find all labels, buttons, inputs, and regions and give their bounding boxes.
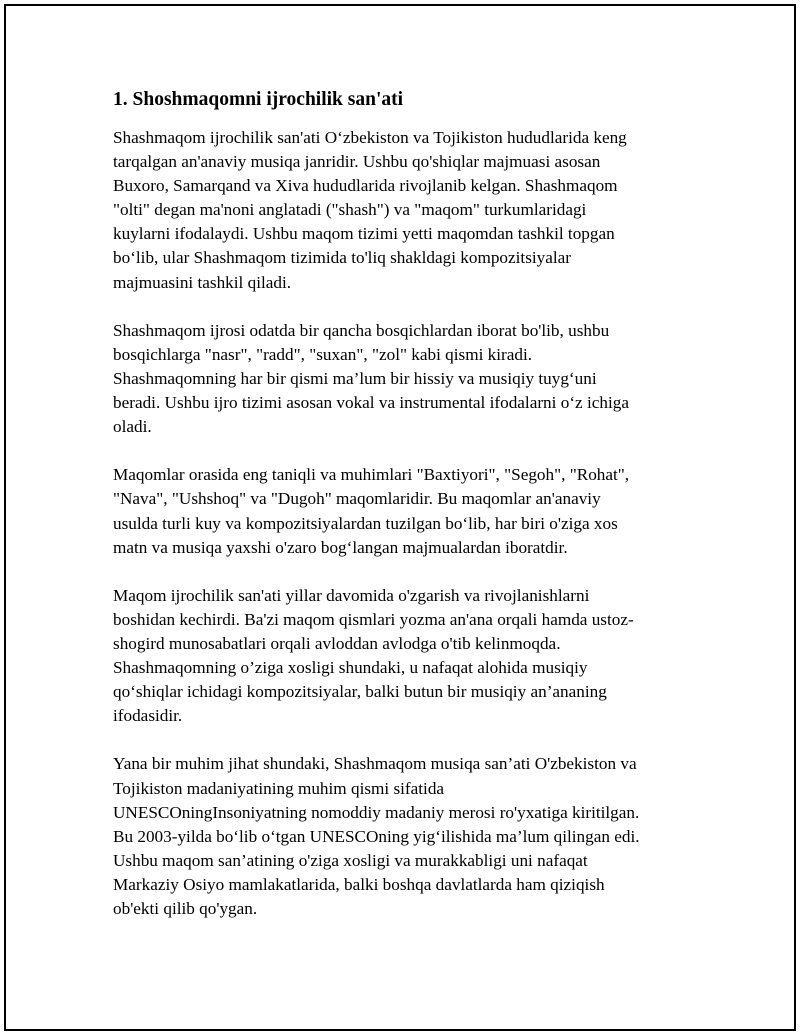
paragraph-line: shogird munosabatlari orqali avloddan avlodga o'tib kelinmoqda. (113, 633, 561, 653)
paragraph-line: UNESCOningInsoniyatning nomoddiy madaniy merosi ro'yxatiga kiritilgan. (113, 802, 640, 822)
paragraph-line: ob'ekti qilib qo'ygan. (113, 899, 258, 918)
paragraph-line: qo‘shiqlar ichidagi kompozitsiyalar, balki butun bir musiqiy an’ananing (113, 682, 607, 702)
paragraph-line: Shashmaqom ijrochilik san'ati O‘zbekiston va Tojikiston hududlarida keng (113, 128, 627, 147)
paragraph-line: Maqomlar orasida eng taniqli va muhimlari "Baxtiyori", "Segoh", "Rohat", (113, 465, 630, 485)
paragraph-line: Maqom ijrochilik san'ati yillar davomida o'zgarish va rivojlanishlarni (113, 585, 590, 605)
paragraph-line: Shashmaqom ijrosi odatda bir qancha bosqichlardan iborat bo'lib, ushbu (113, 320, 610, 340)
paragraph-line: "olti" degan ma'noni anglatadi ("shash") va "maqom" turkumlaridagi (113, 200, 587, 220)
paragraph-5 (113, 752, 685, 921)
paragraph-line: usulda turli kuy va kompozitsiyalardan tuzilgan bo‘lib, har biri o'ziga xos (113, 513, 618, 533)
paragraph-line: bo‘lib, ular Shashmaqom tizimida to'liq shakldagi kompozitsiyalar (113, 248, 572, 268)
paragraph-line: beradi. Ushbu ijro tizimi asosan vokal va instrumental ifodalarni o‘z ichiga (113, 393, 629, 413)
paragraph-line: Shashmaqomning o’ziga xosligi shundaki, u nafaqat alohida musiqiy (113, 658, 588, 678)
paragraph-line: bosqichlarga "nasr", "radd", "suxan", "zol" kabi qismi kiradi. (113, 344, 533, 364)
paragraph-2 (113, 319, 685, 439)
paragraph-line: tarqalgan an'anaviy musiqa janridir. Ushbu qo'shiqlar majmuasi asosan (113, 152, 601, 172)
paragraph-line: Ushbu maqom san’atining o'ziga xosligi va murakkabligi uni nafaqat (113, 850, 588, 870)
document-body (113, 88, 685, 945)
paragraph-line: Bu 2003-yilda bo‘lib o‘tgan UNESCOning yig‘ilishida ma’lum qilingan edi. (113, 826, 640, 846)
paragraph-line: Shashmaqomning har bir qismi ma’lum bir hissiy va musiqiy tuyg‘uni (113, 368, 597, 388)
paragraph-line: Buxoro, Samarqand va Xiva hududlarida rivojlanib kelgan. Shashmaqom (113, 176, 618, 196)
paragraph-1 (113, 126, 685, 295)
paragraph-line: oladi. (113, 417, 152, 437)
paragraph-line: majmuasini tashkil qiladi. (113, 272, 292, 292)
paragraph-line: Tojikiston madaniyatining muhim qismi sifatida (113, 778, 445, 798)
paragraph-line: ifodasidir. (113, 706, 183, 726)
paragraph-3 (113, 463, 685, 559)
paragraph-4 (113, 584, 685, 729)
section-heading: 1. Shoshmaqomni ijrochilik san'ati (113, 89, 404, 110)
paragraph-line: kuylarni ifodalaydi. Ushbu maqom tizimi yetti maqomdan tashkil topgan (113, 224, 615, 244)
paragraph-line: Markaziy Osiyo mamlakatlarida, balki boshqa davlatlarda ham qiziqish (113, 874, 605, 894)
paragraph-line: matn va musiqa yaxshi o'zaro bog‘langan majmualardan iboratdir. (113, 537, 568, 557)
paragraph-line: boshidan kechirdi. Ba'zi maqom qismlari yozma an'ana orqali hamda ustoz- (113, 609, 634, 629)
paragraph-line: "Nava", "Ushshoq" va "Dugoh" maqomlaridir. Bu maqomlar an'anaviy (113, 489, 601, 509)
paragraph-line: Yana bir muhim jihat shundaki, Shashmaqom musiqa san’ati O'zbekiston va (113, 754, 637, 774)
